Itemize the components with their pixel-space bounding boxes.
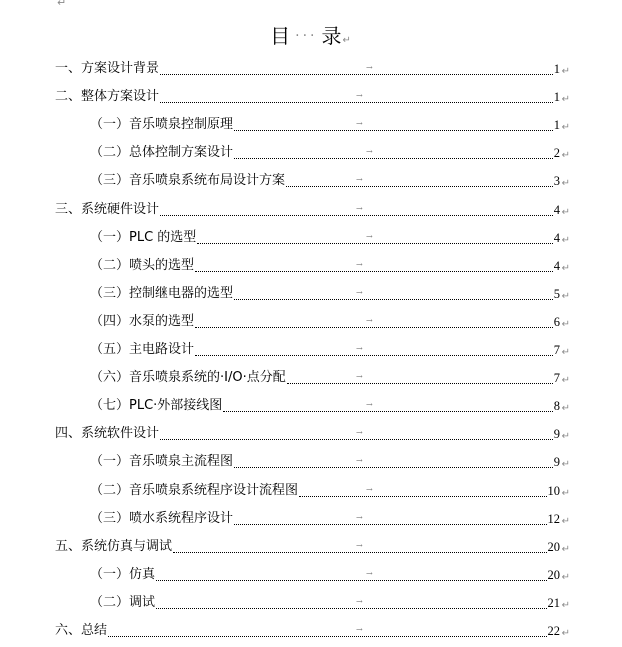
toc-entry-page: 1 — [553, 62, 560, 76]
paragraph-mark-icon: ↵ — [342, 35, 352, 46]
tab-arrow-icon: → — [356, 259, 363, 269]
toc-entry[interactable] — [55, 536, 570, 558]
paragraph-mark-icon: ↵ — [57, 0, 67, 9]
tab-arrow-icon: → — [356, 372, 363, 382]
tab-arrow-icon: → — [356, 456, 363, 466]
toc-entry-page: 6 — [553, 314, 560, 329]
toc-entry[interactable] — [90, 451, 570, 473]
tab-arrow-icon: → — [356, 428, 363, 438]
toc-entry-label: （五）主电路设计 — [90, 342, 195, 357]
toc-dot-leader — [234, 451, 553, 473]
toc-dot-leader — [160, 86, 553, 108]
tab-arrow-icon: → — [366, 484, 373, 494]
toc-entry[interactable] — [55, 620, 570, 642]
tab-arrow-icon: → — [356, 344, 363, 353]
toc-entry-page: 4 — [553, 202, 560, 217]
paragraph-mark-icon: ↵ — [561, 262, 570, 274]
paragraph-mark-icon: ↵ — [561, 487, 570, 499]
tab-arrow-icon: → — [366, 568, 373, 578]
toc-entry-label: （七）PLC·外部接线图 — [90, 398, 223, 414]
toc-dot-leader — [156, 564, 546, 586]
tab-arrow-icon: → — [356, 540, 363, 550]
toc-entry[interactable] — [90, 142, 570, 164]
toc-entry-label: （二）调试 — [90, 594, 156, 610]
toc-entry-label: （一）音乐喷泉控制原理 — [90, 117, 234, 133]
toc-entry-label: （一）音乐喷泉主流程图 — [90, 454, 234, 470]
paragraph-mark-icon: ↵ — [561, 178, 570, 190]
toc-entry-page: 20 — [547, 539, 560, 554]
paragraph-mark-icon: ↵ — [561, 599, 570, 611]
toc-dot-leader — [234, 283, 553, 305]
paragraph-mark-icon: ↵ — [561, 628, 570, 639]
title-space-dots: ··· — [295, 28, 318, 44]
toc-entry-page: 10 — [547, 483, 560, 498]
tab-arrow-icon: → — [366, 231, 373, 241]
toc-entry[interactable] — [55, 58, 570, 80]
toc-dot-leader — [197, 227, 552, 249]
toc-entry-page: 5 — [553, 286, 560, 301]
toc-entry-label: 三、系统硬件设计 — [55, 201, 160, 217]
toc-entry[interactable] — [55, 86, 570, 108]
toc-entry-page: 9 — [553, 427, 560, 442]
paragraph-mark-icon: ↵ — [561, 66, 570, 77]
toc-entry-page: 4 — [553, 230, 560, 245]
toc-entry[interactable] — [90, 170, 570, 192]
toc-dot-leader — [234, 142, 553, 164]
toc-entry[interactable] — [90, 395, 570, 417]
toc-dot-leader — [286, 170, 553, 192]
toc-entry-page: 1 — [553, 118, 560, 133]
toc-entry[interactable] — [90, 114, 570, 136]
toc-entry-label: （三）控制继电器的选型 — [90, 285, 234, 301]
toc-entry-label: （二）音乐喷泉系统程序设计流程图 — [90, 482, 299, 498]
tab-arrow-icon: → — [366, 147, 373, 157]
tab-arrow-icon: → — [366, 400, 373, 410]
toc-entry-page: 2 — [553, 146, 560, 161]
paragraph-mark-icon: ↵ — [561, 571, 570, 583]
tab-arrow-icon: → — [356, 175, 363, 185]
toc-dot-leader — [195, 311, 553, 333]
toc-dot-leader — [173, 536, 546, 558]
toc-entry[interactable] — [90, 480, 570, 502]
paragraph-mark-icon: ↵ — [561, 290, 570, 302]
toc-dot-leader — [299, 480, 546, 502]
tab-arrow-icon: → — [366, 315, 373, 325]
paragraph-mark-icon: ↵ — [561, 431, 570, 443]
toc-dot-leader — [287, 367, 553, 389]
toc-entry-label: 六、总结 — [55, 623, 108, 638]
toc-dot-leader — [223, 395, 552, 417]
toc-entry-label: （六）音乐喷泉系统的·I/O·点分配 — [90, 370, 286, 386]
toc-entry-page: 12 — [547, 511, 560, 526]
paragraph-mark-icon: ↵ — [561, 206, 570, 218]
toc-entry[interactable] — [90, 592, 570, 614]
toc-entry-page: 1 — [553, 90, 560, 105]
paragraph-mark-icon: ↵ — [561, 318, 570, 330]
tab-arrow-icon: → — [356, 512, 363, 522]
paragraph-mark-icon: ↵ — [561, 94, 570, 106]
tab-arrow-icon: → — [356, 625, 363, 634]
title-char-right: 录 — [321, 24, 343, 48]
toc-entry[interactable] — [90, 255, 570, 277]
toc-entry-label: 二、整体方案设计 — [55, 89, 160, 105]
tab-arrow-icon: → — [356, 203, 363, 213]
toc-entry[interactable] — [90, 283, 570, 305]
toc-entry[interactable] — [90, 339, 570, 361]
toc-dot-leader — [195, 339, 553, 361]
tab-arrow-icon: → — [356, 596, 363, 606]
toc-entry[interactable] — [90, 367, 570, 389]
toc-entry-page: 21 — [547, 595, 560, 610]
toc-entry-label: （三）喷水系统程序设计 — [90, 510, 234, 526]
tab-arrow-icon: → — [356, 119, 363, 129]
toc-entry[interactable] — [90, 564, 570, 586]
toc-entry[interactable] — [90, 311, 570, 333]
toc-entry[interactable] — [90, 227, 570, 249]
tab-arrow-icon: → — [356, 91, 363, 101]
toc-entry-label: （四）水泵的选型 — [90, 313, 195, 329]
toc-entry[interactable] — [55, 199, 570, 221]
toc-entry-page: 4 — [553, 258, 560, 273]
toc-entry[interactable] — [90, 508, 570, 530]
toc-dot-leader — [108, 620, 546, 642]
toc-entry[interactable] — [55, 423, 570, 445]
toc-entry-label: （一）PLC 的选型 — [90, 229, 197, 245]
toc-entry-page: 9 — [553, 455, 560, 470]
paragraph-mark-icon: ↵ — [561, 403, 570, 415]
tab-arrow-icon: → — [356, 287, 363, 297]
toc-dot-leader — [234, 114, 553, 136]
toc-entry-label: （二）总体控制方案设计 — [90, 145, 234, 161]
toc-entry-page: 20 — [547, 567, 560, 582]
paragraph-mark-icon: ↵ — [561, 122, 570, 134]
paragraph-mark-icon: ↵ — [561, 347, 570, 358]
toc-dot-leader — [195, 255, 553, 277]
toc-dot-leader — [160, 199, 553, 221]
toc-entry-label: 五、系统仿真与调试 — [55, 538, 173, 554]
toc-entry-page: 7 — [553, 371, 560, 386]
paragraph-mark-icon: ↵ — [561, 234, 570, 246]
paragraph-mark-icon: ↵ — [561, 543, 570, 555]
toc-entry-label: （三）音乐喷泉系统布局设计方案 — [90, 173, 286, 189]
paragraph-mark-icon: ↵ — [561, 150, 570, 162]
toc-entry-label: 一、方案设计背景 — [55, 61, 160, 76]
toc-entry-label: （二）喷头的选型 — [90, 257, 195, 273]
paragraph-mark-icon: ↵ — [561, 375, 570, 387]
toc-dot-leader — [156, 592, 546, 614]
toc-dot-leader — [160, 423, 553, 445]
title-char-left: 目 — [270, 24, 292, 48]
toc-entry-page: 7 — [553, 343, 560, 357]
toc-dot-leader — [234, 508, 546, 530]
paragraph-mark-icon: ↵ — [561, 515, 570, 527]
paragraph-mark-icon: ↵ — [561, 459, 570, 471]
toc-title — [0, 20, 622, 49]
toc-entry-page: 3 — [553, 174, 560, 189]
toc-entry-label: （一）仿真 — [90, 566, 156, 582]
toc-dot-leader — [160, 58, 553, 80]
toc-entry-page: 22 — [547, 624, 560, 638]
toc-entry-label: 四、系统软件设计 — [55, 426, 160, 442]
tab-arrow-icon: → — [366, 63, 373, 72]
toc-entry-page: 8 — [553, 399, 560, 414]
